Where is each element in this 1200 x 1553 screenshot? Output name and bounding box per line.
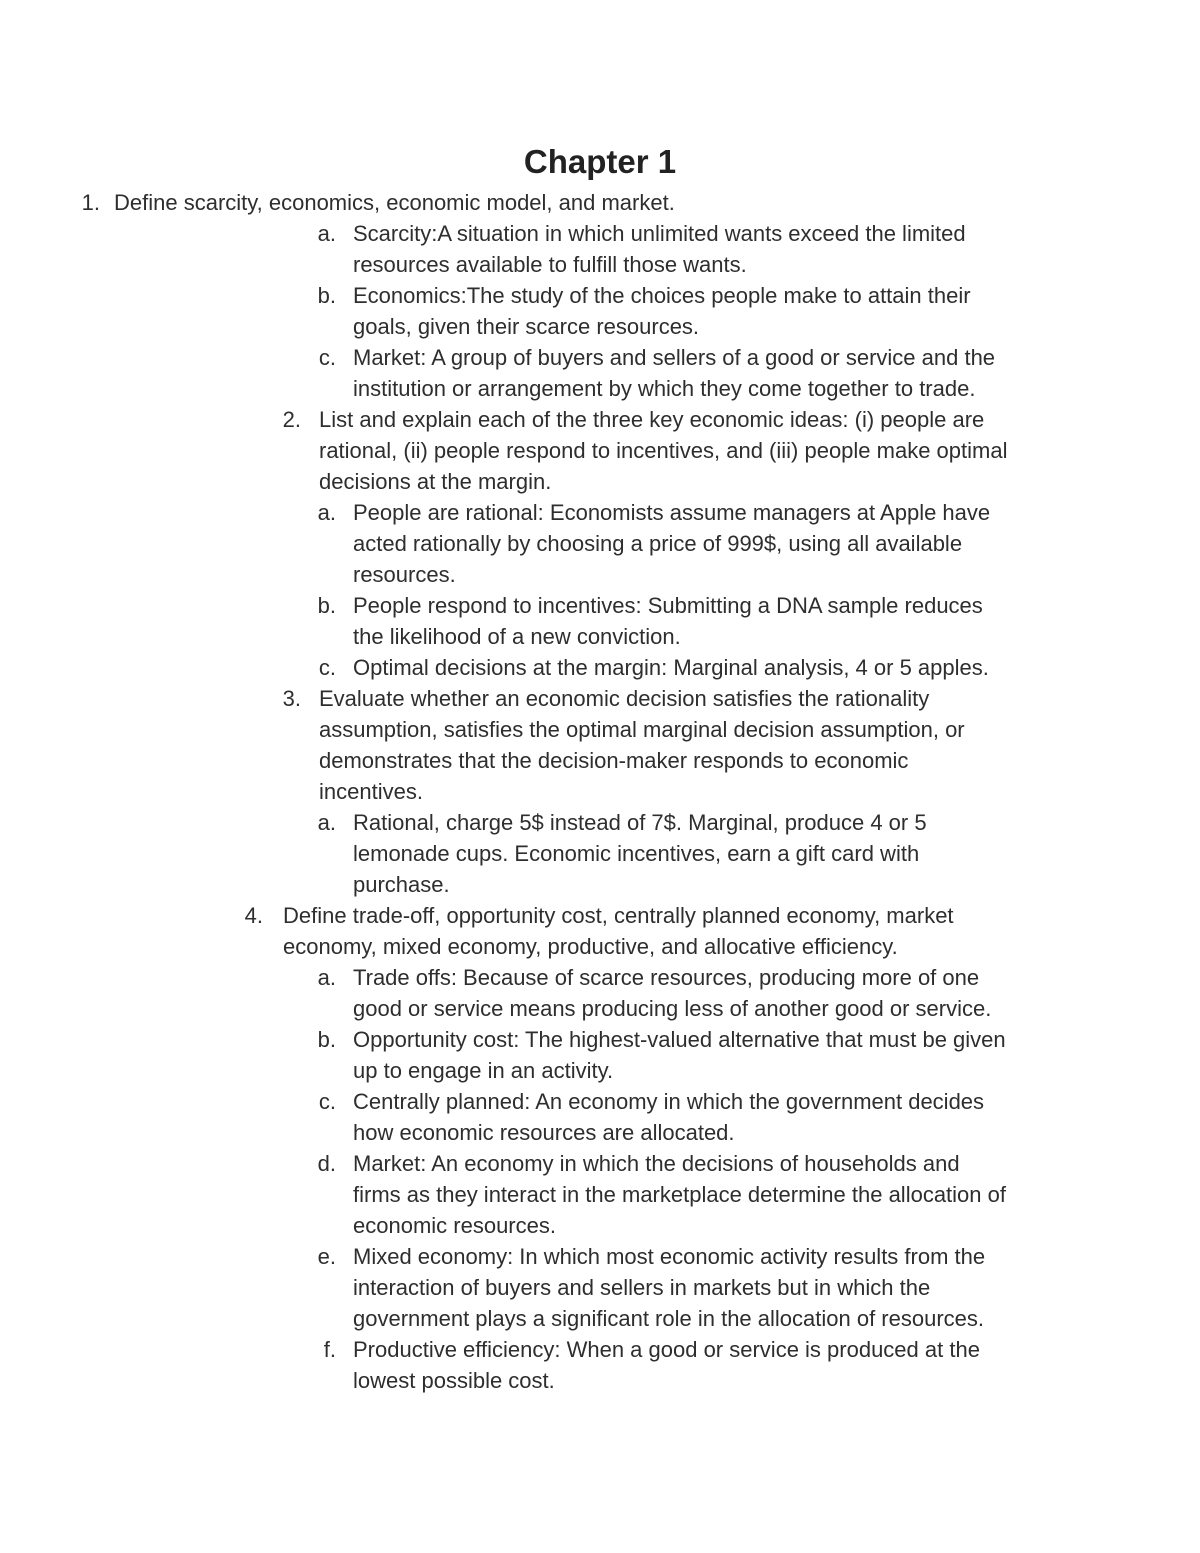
list-marker: 3.: [282, 686, 301, 711]
text-line: goals, given their scarce resources.: [353, 314, 700, 339]
text-line: Market: A group of buyers and sellers of a good or service and the: [353, 345, 996, 370]
list-marker: 1.: [81, 190, 100, 215]
text-line: the likelihood of a new conviction.: [353, 624, 681, 649]
text-line: Define trade-off, opportunity cost, centrally planned economy, market: [283, 903, 954, 928]
text-line: Optimal decisions at the margin: Marginal analysis, 4 or 5 apples.: [353, 655, 989, 680]
text-line: acted rationally by choosing a price of 999$, using all available: [353, 531, 963, 556]
list-item-text: [353, 590, 983, 652]
list-marker: a.: [317, 810, 336, 835]
list-marker: b.: [317, 1027, 336, 1052]
text-line: People are rational: Economists assume managers at Apple have: [353, 500, 991, 525]
text-line: Economics:The study of the choices people make to attain their: [353, 283, 971, 308]
page-title: Chapter 1: [523, 143, 677, 180]
text-line: Rational, charge 5$ instead of 7$. Marginal, produce 4 or 5: [353, 810, 927, 835]
text-line: List and explain each of the three key economic ideas: (i) people are: [319, 407, 985, 432]
list-marker: c.: [318, 655, 336, 680]
list-item-text: [114, 187, 675, 218]
text-line: up to engage in an activity.: [353, 1058, 614, 1083]
list-item-text: [353, 218, 966, 280]
text-line: how economic resources are allocated.: [353, 1120, 735, 1145]
text-line: assumption, satisfies the optimal marginal decision assumption, or: [319, 717, 965, 742]
text-line: Trade offs: Because of scarce resources, producing more of one: [353, 965, 980, 990]
list-marker: e.: [317, 1244, 336, 1269]
list-marker: f.: [323, 1337, 336, 1362]
list-item-text: [353, 280, 971, 342]
text-line: economic resources.: [353, 1213, 556, 1238]
list-marker: c.: [318, 1089, 336, 1114]
text-line: incentives.: [319, 779, 423, 804]
list-marker: b.: [317, 593, 336, 618]
text-line: Market: An economy in which the decisions of households and: [353, 1151, 960, 1176]
list-marker: 2.: [282, 407, 301, 432]
text-line: Mixed economy: In which most economic activity results from the: [353, 1244, 986, 1269]
text-line: People respond to incentives: Submitting a DNA sample reduces: [353, 593, 983, 618]
text-line: rational, (ii) people respond to incentives, and (iii) people make optimal: [319, 438, 1008, 463]
list-item-text: [319, 683, 965, 807]
text-line: resources available to fulfill those wants.: [353, 252, 747, 277]
list-item-text: [353, 1334, 980, 1396]
text-line: decisions at the margin.: [319, 469, 552, 494]
list-marker: 4.: [244, 903, 263, 928]
list-marker: b.: [317, 283, 336, 308]
text-line: purchase.: [353, 872, 450, 897]
list-item-text: [319, 404, 1007, 497]
text-line: institution or arrangement by which they come together to trade.: [353, 376, 976, 401]
text-line: demonstrates that the decision-maker responds to economic: [319, 748, 909, 773]
text-line: Scarcity:A situation in which unlimited wants exceed the limited: [353, 221, 966, 246]
list-item-text: [353, 807, 927, 900]
list-item-text: [283, 900, 954, 962]
list-marker: a.: [317, 965, 336, 990]
list-marker: a.: [317, 500, 336, 525]
text-line: Opportunity cost: The highest-valued alternative that must be given: [353, 1027, 1006, 1052]
list-item-text: [353, 1024, 1006, 1086]
text-line: resources.: [353, 562, 456, 587]
list-marker: a.: [317, 221, 336, 246]
text-line: Centrally planned: An economy in which the government decides: [353, 1089, 985, 1114]
list-item-text: [353, 1241, 985, 1334]
list-item-text: [353, 497, 990, 590]
text-line: economy, mixed economy, productive, and allocative efficiency.: [283, 934, 898, 959]
list-item-text: [353, 1148, 1006, 1241]
list-item-text: [353, 652, 989, 683]
text-line: Productive efficiency: When a good or service is produced at the: [353, 1337, 980, 1362]
text-line: Define scarcity, economics, economic model, and market.: [114, 190, 675, 215]
list-marker: d.: [317, 1151, 336, 1176]
list-item-text: [353, 1086, 984, 1148]
text-line: lemonade cups. Economic incentives, earn a gift card with: [353, 841, 920, 866]
text-line: government plays a significant role in the allocation of resources.: [353, 1306, 985, 1331]
list-marker: c.: [318, 345, 336, 370]
text-line: Evaluate whether an economic decision satisfies the rationality: [319, 686, 930, 711]
text-line: lowest possible cost.: [353, 1368, 555, 1393]
list-item-text: [353, 342, 995, 404]
text-line: good or service means producing less of another good or service.: [353, 996, 992, 1021]
text-line: firms as they interact in the marketplace determine the allocation of: [353, 1182, 1006, 1207]
list-item-text: [353, 962, 991, 1024]
text-line: interaction of buyers and sellers in markets but in which the: [353, 1275, 931, 1300]
